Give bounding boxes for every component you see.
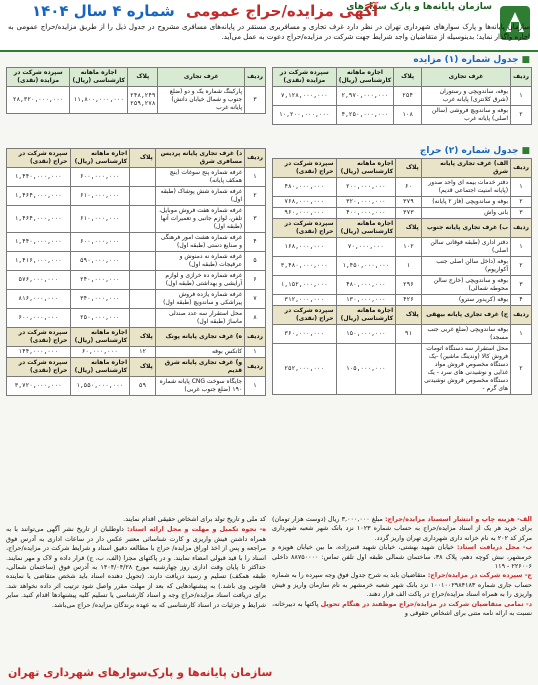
cell-row-number: ۱ <box>245 347 266 358</box>
cell-plaque: ۳۷۳ <box>396 208 422 219</box>
table-row <box>7 233 266 252</box>
cell-plaque: ۲۹۶ <box>396 276 422 295</box>
table-row <box>273 106 532 125</box>
cell-rent: ۱۱,۸۰۰,۰۰۰,۰۰۰ <box>70 87 128 114</box>
cell-plaque <box>130 187 156 206</box>
table-row <box>7 271 266 290</box>
cell-plaque: ۱۰۲ <box>396 238 422 257</box>
group-header-row <box>273 219 532 238</box>
cell-row-number: ۱ <box>511 325 532 344</box>
note-a-label: الف- هزینه چاپ و انتشار اسسناد مزایده/حراج: <box>384 515 532 523</box>
cell-rent: ۲۰۰,۰۰۰,۰۰۰ <box>336 178 396 197</box>
cell-plaque <box>130 168 156 187</box>
cell-plaque: ۱۰۸ <box>394 106 422 125</box>
cell-deposit: ۱,۴۶۴,۰۰۰,۰۰۰ <box>7 187 71 206</box>
group-header-row <box>273 159 532 178</box>
group-header-row <box>273 306 532 325</box>
cell-name: غرفه شماره نه دمنوش و عرقیجات (طبقه اول) <box>155 252 244 271</box>
cell-row-number: ۴ <box>511 295 532 306</box>
group-col-header: پلاک <box>130 149 156 168</box>
cell-rent: ۳۴۰,۰۰۰,۰۰۰ <box>70 290 130 309</box>
intro-text: سازمان پایانه‌ها و پارک سوارهای شهرداری تهران در نظر دارد غرف تجاری و مسافربری مستقر در پایانه‌های مسافری مشروح در جدول ذیل را از طریق مزایده/حراج عمومی به اجاره واگذار نماید؛ بدینوسیله از متقاضیان واجد شرایط جهت شرکت در مزایده/حراج دعوت به عمل می‌آید. <box>8 23 530 41</box>
ad-header <box>0 0 538 52</box>
cell-name: غرفه شماره پنج سوغات (بنچ همکف پایانه) <box>155 168 244 187</box>
cell-plaque <box>130 271 156 290</box>
group-header-row <box>7 328 266 347</box>
cell-name: دفتر اداری (طبقه فوقانی سالن اصلی) <box>421 238 510 257</box>
table-row <box>7 206 266 233</box>
cell-rent: ۱۰۵,۰۰۰,۰۰۰ <box>336 344 396 395</box>
cell-row-number: ۲ <box>245 187 266 206</box>
table-row <box>273 295 532 306</box>
group-title: ب) غرف تجاری پایانه جنوب <box>421 219 510 238</box>
group-title: الف) غرف تجاری پایانه شرق <box>421 159 510 178</box>
table-row <box>7 252 266 271</box>
cell-name: کانکس بوفه <box>155 347 244 358</box>
note-b-label: ب- محل دریافت اسناد: <box>456 543 532 552</box>
group-col-header: سپرده شرکت در حراج (نقدی) <box>273 159 337 178</box>
cell-name: غرفه شماره یازده فروش پیراشکی و ساندویچ (طبقه اول) <box>155 290 244 309</box>
group-col-header: سپرده شرکت در حراج (نقدی) <box>7 149 71 168</box>
cell-rent: ۶۰,۰۰۰,۰۰۰ <box>70 347 130 358</box>
cell-plaque <box>130 290 156 309</box>
title-text: آگهی مزایده/حراج عمومی <box>185 2 378 20</box>
cell-rent: ۶۱۰,۰۰۰,۰۰۰ <box>70 187 130 206</box>
bullet-icon: ■ <box>521 55 530 65</box>
cell-rent: ۶۱۰,۰۰۰,۰۰۰ <box>70 206 130 233</box>
group-header-row <box>7 358 266 377</box>
col-deposit: سپرده شرکت در مزایده (نقدی) <box>273 68 337 87</box>
cell-plaque <box>130 233 156 252</box>
cell-name: بوفه ساندویچی (ضلع غربی جنب مسجد) <box>421 325 510 344</box>
group-col-header: اجاره ماهانه کارشناسی (ریال) <box>70 358 130 377</box>
col-deposit: سپرده شرکت در مزایده (نقدی) <box>7 68 70 87</box>
cell-deposit: ۶۰۰,۰۰۰,۰۰۰ <box>7 309 71 328</box>
group-col-header: اجاره ماهانه کارشناسی (ریال) <box>70 328 130 347</box>
note-h-label: ه- نحوه تکمیل و مهلت و محل ارائه اسناد: <box>126 525 266 534</box>
cell-rent: ۱,۴۵۰,۰۰۰,۰۰۰ <box>336 257 396 276</box>
auction-table-left <box>6 67 266 114</box>
group-col-header: ردیف <box>245 149 266 168</box>
group-col-header: ردیف <box>245 358 266 377</box>
section2-title: ■جدول شماره (۲) حراج <box>419 146 530 156</box>
cell-deposit: ۳۱۲,۰۰۰,۰۰۰ <box>273 295 337 306</box>
table-row <box>273 276 532 295</box>
sale-table-left <box>6 148 266 396</box>
cell-deposit: ۳,۴۸۰,۰۰۰,۰۰۰ <box>273 257 337 276</box>
cell-name: بوفه و ساندویچ فروشی (سالن اصلی) پایانه غرب <box>421 106 510 125</box>
cell-row-number: ۲ <box>511 344 532 395</box>
cell-deposit: ۲۸,۳۲۰,۰۰۰,۰۰۰ <box>7 87 70 114</box>
table-row <box>273 197 532 208</box>
cell-rent: ۲۴۰,۰۰۰,۰۰۰ <box>70 271 130 290</box>
col-rent: اجاره ماهانه کارشناسی (ریال) <box>70 68 128 87</box>
cell-rent: ۷۰,۰۰۰,۰۰۰ <box>336 238 396 257</box>
cell-deposit: ۱۰,۲۰۰,۰۰۰,۰۰۰ <box>273 106 337 125</box>
cell-deposit: ۳,۷۲۰,۰۰۰,۰۰۰ <box>7 377 71 396</box>
cell-name: غرفه شماره ده خرازی و لوازم آرایشی و بهداشتی (طبقه اول) <box>155 271 244 290</box>
section1-title: ■جدول شماره (۱) مزایده <box>413 55 530 65</box>
cell-row-number: ۸ <box>245 309 266 328</box>
cell-plaque: ۲۴۸,۲۴۹ ۲۵۹,۲۷۸ <box>128 87 158 114</box>
cell-plaque: ۵۹ <box>130 377 156 396</box>
cell-row-number: ۴ <box>245 233 266 252</box>
cell-rent: ۴۰۰,۰۰۰,۰۰۰ <box>336 208 396 219</box>
bullet-icon: ■ <box>521 146 530 156</box>
cell-deposit: ۱,۴۴۰,۰۰۰,۰۰۰ <box>7 233 71 252</box>
col-rent: اجاره ماهانه کارشناسی (ریال) <box>336 68 394 87</box>
cell-row-number: ۱ <box>245 377 266 396</box>
table-row <box>273 178 532 197</box>
table-row <box>7 290 266 309</box>
cell-rent: ۱۳۰,۰۰۰,۰۰۰ <box>336 295 396 306</box>
note-d-text: پاکتها به دبیرخانه، نسبت به ارائه نامه متنی برای اشخاص حقوقی و <box>272 599 532 618</box>
cell-row-number: ۲ <box>511 257 532 276</box>
cell-rent: ۴۸۰,۰۰۰,۰۰۰ <box>336 276 396 295</box>
table-row <box>7 309 266 328</box>
org-name-small: سازمان پایانه‌ها و پارک سوارهای <box>346 2 492 12</box>
cell-name: پارکینگ شماره یک و دو (ضلع جنوب و شمال خیابان دانش) پایانه غرب <box>158 87 245 114</box>
group-header-row <box>7 149 266 168</box>
group-title: ه) غرف تجاری پایانه پونک <box>155 328 244 347</box>
cell-row-number: ۳ <box>245 206 266 233</box>
cell-plaque: ۴۲۶ <box>396 295 422 306</box>
col-plaque: پلاک <box>394 68 422 87</box>
cell-rent: ۲,۹۷۰,۰۰۰,۰۰۰ <box>336 87 394 106</box>
group-col-header: سپرده شرکت در حراج (نقدی) <box>7 358 71 377</box>
cell-name: بانی واش <box>421 208 510 219</box>
note-c-text: متقاضیان باید به شرح جدول فوق وجه سپرده را به شماره حساب جاری شماره ۱۰۰۱۰۰۲۹۸۴۱۸۳ نزد بانک شهر شعبه خرمشهر به نام سازمان واریز و فیش واریزی را به همراه اسناد مزایده/حراج در پاکت الف قرار دهند. <box>272 571 532 599</box>
cell-row-number: ۱ <box>511 238 532 257</box>
page-title <box>32 2 378 20</box>
group-title: و) غرف تجاری پایانه شرق قدیم <box>155 358 244 377</box>
cell-deposit: ۱,۱۵۲,۰۰۰,۰۰۰ <box>273 276 337 295</box>
cell-deposit: ۲۵۲,۰۰۰,۰۰۰ <box>273 344 337 395</box>
group-col-header: سپرده شرکت در حراج (نقدی) <box>7 328 71 347</box>
note-l1: کد ملی و تاریخ تولد برای اشخاص حقیقی اقدام نمایند. <box>123 515 266 523</box>
cell-name: بوفه و ساندویچی (فاز ۲ پایانه) <box>421 197 510 208</box>
cell-deposit: ۸۱۶,۰۰۰,۰۰۰ <box>7 290 71 309</box>
group-col-header: ردیف <box>511 219 532 238</box>
group-col-header: پلاک <box>396 306 422 325</box>
cell-plaque <box>396 344 422 395</box>
cell-plaque: ۶۰ <box>396 178 422 197</box>
col-row: ردیف <box>511 68 532 87</box>
table-row <box>273 344 532 395</box>
group-col-header: پلاک <box>130 358 156 377</box>
cell-name: محل استقرار سه عدد صندلی ماساژ (طبقه اول) <box>155 309 244 328</box>
note-a-text: مبلغ ۳,۰۰۰,۰۰۰ ریال (دوست هزار تومان) برای خرید هر یک از اسناد مزایده/حراج به حساب شماره ۱۰۲۳ نزد بانک شهر شعبه شهرداری مرکز کد ۲۰۲ به نام خزانه داری شهرداری تهران واریز گردد. <box>272 515 532 542</box>
table-row <box>273 325 532 344</box>
cell-deposit: ۱۴۴,۰۰۰,۰۰۰ <box>7 347 71 358</box>
cell-row-number: ۲ <box>511 197 532 208</box>
cell-rent: ۵۹۰,۰۰۰,۰۰۰ <box>70 252 130 271</box>
cell-rent: ۱,۵۵۰,۰۰۰,۰۰۰ <box>70 377 130 396</box>
cell-row-number: ۲ <box>511 106 532 125</box>
footer-org-name: سازمان پایانه‌ها و پارک‌سوارهای شهرداری تهران <box>8 666 273 679</box>
group-title: ج) غرف تجاری پایانه بیهقی <box>421 306 510 325</box>
group-col-header: ردیف <box>511 159 532 178</box>
auction-table-right <box>272 67 532 125</box>
cell-plaque: ۱۲ <box>130 347 156 358</box>
group-col-header: اجاره ماهانه کارشناسی (ریال) <box>336 159 396 178</box>
group-col-header: ردیف <box>511 306 532 325</box>
table-row <box>273 208 532 219</box>
notes-right <box>272 515 532 618</box>
cell-deposit: ۷۶۸,۰۰۰,۰۰۰ <box>273 197 337 208</box>
cell-rent: ۲۵۰,۰۰۰,۰۰۰ <box>70 309 130 328</box>
sale-table-right <box>272 158 532 395</box>
cell-deposit: ۷,۱۲۸,۰۰۰,۰۰۰ <box>273 87 337 106</box>
cell-plaque <box>130 309 156 328</box>
table-row <box>7 187 266 206</box>
group-col-header: ردیف <box>245 328 266 347</box>
cell-rent: ۳۲۰,۰۰۰,۰۰۰ <box>336 197 396 208</box>
cell-row-number: ۳ <box>511 208 532 219</box>
table-row <box>273 87 532 106</box>
cell-deposit: ۱,۴۱۶,۰۰۰,۰۰۰ <box>7 252 71 271</box>
cell-row-number: ۶ <box>245 271 266 290</box>
cell-rent: ۶۰۰,۰۰۰,۰۰۰ <box>70 233 130 252</box>
cell-deposit: ۳۶۰,۰۰۰,۰۰۰ <box>273 325 337 344</box>
cell-deposit: ۱۶۸,۰۰۰,۰۰۰ <box>273 238 337 257</box>
cell-rent: ۴,۲۵۰,۰۰۰,۰۰۰ <box>336 106 394 125</box>
group-title: د) غرف تجاری پایانه پردیس مسافری شرق <box>155 149 244 168</box>
table-row <box>7 168 266 187</box>
cell-name: جایگاه سوخت CNG پایانه شماره ۱۹۰ (ضلع جنوب غربی) <box>155 377 244 396</box>
group-col-header: اجاره ماهانه کارشناسی (ریال) <box>336 306 396 325</box>
cell-plaque: ۲۵۴ <box>394 87 422 106</box>
cell-row-number: ۳ <box>245 87 266 114</box>
group-col-header: پلاک <box>130 328 156 347</box>
table-row <box>7 87 266 114</box>
cell-rent: ۱۵۰,۰۰۰,۰۰۰ <box>336 325 396 344</box>
cell-row-number: ۱ <box>511 87 532 106</box>
table-row <box>273 238 532 257</box>
notes-left <box>6 515 266 611</box>
cell-name: بوفه و ساندویچی (خارج سالن محوطه شمالی) <box>421 276 510 295</box>
cell-plaque: ۹۱ <box>396 325 422 344</box>
group-col-header: سپرده شرکت در حراج (نقدی) <box>273 219 337 238</box>
note-h-text: داوطلبان از تاریخ نشر آگهی می‌توانند با به همراه داشتن فیش واریزی و کارت شناسائی معتبر عکس دار در ساعات اداری به آدرس فوق مراجعه و پس از اخذ اوراق مزایده/ حراج با مطالعه دقیق اسناد و شرایط شرکت در مزایده/حراج، اسناد را با قید قبولی امضاء نمایند. و در پاکتهای مجزا (الف، ب، ج) قرار داده و لاک و مهر نمایند. حداکثر تا پایان وقت اداری روز چهارشنبه مورخ ۱۴۰۴/۰۴/۲۸ به آدرس فوق (ساختمان شمالی، طبقه همکف) تسلیم و رسید دریافت دارند. (تحویل دهنده اسناد باید شخص متقاضی یا نماینده قانونی وی باشد.) به پیشنهادهایی که بعد از مهلت مقرر واصل شود ترتیب اثر داده نخواهد شد. برای دریافت اسناد مزایده/حراج وجه و اسناد کارشناسی یا تسلیم کلیه پیشنهادها اقدام کنید. سایر شرایط و جزئیات در اسناد کارشناسی که به عهده برندگان مزایده/ حراج می‌باشد. <box>6 525 266 609</box>
cell-name: محل استقرار سه دستگاه اتومات فروش کالا (وندینگ ماشین) -یک دستگاه مخصوص فروش مواد غذایی و نوشیدنی های سرد - یک دستگاه مخصوص فروش نوشیدنی های گرم - <box>421 344 510 395</box>
cell-row-number: ۵ <box>245 252 266 271</box>
table-row <box>7 377 266 396</box>
group-col-header: سپرده شرکت در حراج (نقدی) <box>273 306 337 325</box>
cell-name: بوفه (داخل سالن اصلی جنب آکواریوم) <box>421 257 510 276</box>
note-d-label: د- تمامی متقاضیان شرکت در مزایده/حراج موظفند در هنگام تحویل <box>320 599 532 608</box>
note-b-text: خیابان شهید بهشتی، خیابان شهید قنبرزاده، ما بین خیابان هویزه و خرمشهر، نبش کوچه دهم، پلاک ۳۸، ساختمان شمالی طبقه اول تلفن تماس: ۸۸۷۵۰۰۰۰ داخلی ۲۲۶۰۰۶ - ۱۱۹ <box>272 543 532 571</box>
cell-row-number: ۷ <box>245 290 266 309</box>
group-col-header: اجاره ماهانه کارشناسی (ریال) <box>70 149 130 168</box>
col-row: ردیف <box>245 68 266 87</box>
cell-name: غرفه شماره هفت فروش موبایل، تلفن، لوازم جانبی و تعمیرات آنها (طبقه اول) <box>155 206 244 233</box>
col-plaque: پلاک <box>128 68 158 87</box>
cell-name: دفتر خدمات بیمه ای واحد صدور (پایانه امنیت اجتماعی قدیم) <box>421 178 510 197</box>
cell-deposit: ۱,۴۴۰,۰۰۰,۰۰۰ <box>7 168 71 187</box>
cell-deposit: ۵۷۶,۰۰۰,۰۰۰ <box>7 271 71 290</box>
cell-rent: ۶۰۰,۰۰۰,۰۰۰ <box>70 168 130 187</box>
cell-name: بوفه (کریدور سترو) <box>421 295 510 306</box>
group-col-header: پلاک <box>396 159 422 178</box>
cell-name: غرفه شماره هشت امور فرهنگی و صنایع دستی (طبقه اول) <box>155 233 244 252</box>
col-name: غرف تجاری <box>421 68 510 87</box>
table-row <box>273 257 532 276</box>
cell-plaque: ۱ <box>396 257 422 276</box>
title-number: شماره ۴ سال ۱۴۰۴ <box>31 2 175 20</box>
cell-deposit: ۹۶۰,۰۰۰,۰۰۰ <box>273 208 337 219</box>
cell-plaque <box>130 252 156 271</box>
note-c-label: ج- سپرده شرکت در مزایده/حراج: <box>427 571 532 580</box>
group-col-header: پلاک <box>396 219 422 238</box>
cell-name: غرفه شماره شش پوشاک (طبقه اول) <box>155 187 244 206</box>
cell-row-number: ۱ <box>245 168 266 187</box>
cell-plaque <box>130 206 156 233</box>
cell-row-number: ۳ <box>511 276 532 295</box>
group-col-header: اجاره ماهانه کارشناسی (ریال) <box>336 219 396 238</box>
table-row <box>7 347 266 358</box>
cell-row-number: ۱ <box>511 178 532 197</box>
cell-plaque: ۳۷۹ <box>396 197 422 208</box>
col-name: غرف تجاری <box>158 68 245 87</box>
cell-name: بوفه، ساندویچی و رستوران (شرق کلانتری) پایانه غرب <box>421 87 510 106</box>
cell-deposit: ۱,۴۶۴,۰۰۰,۰۰۰ <box>7 206 71 233</box>
cell-deposit: ۴۸۰,۰۰۰,۰۰۰ <box>273 178 337 197</box>
